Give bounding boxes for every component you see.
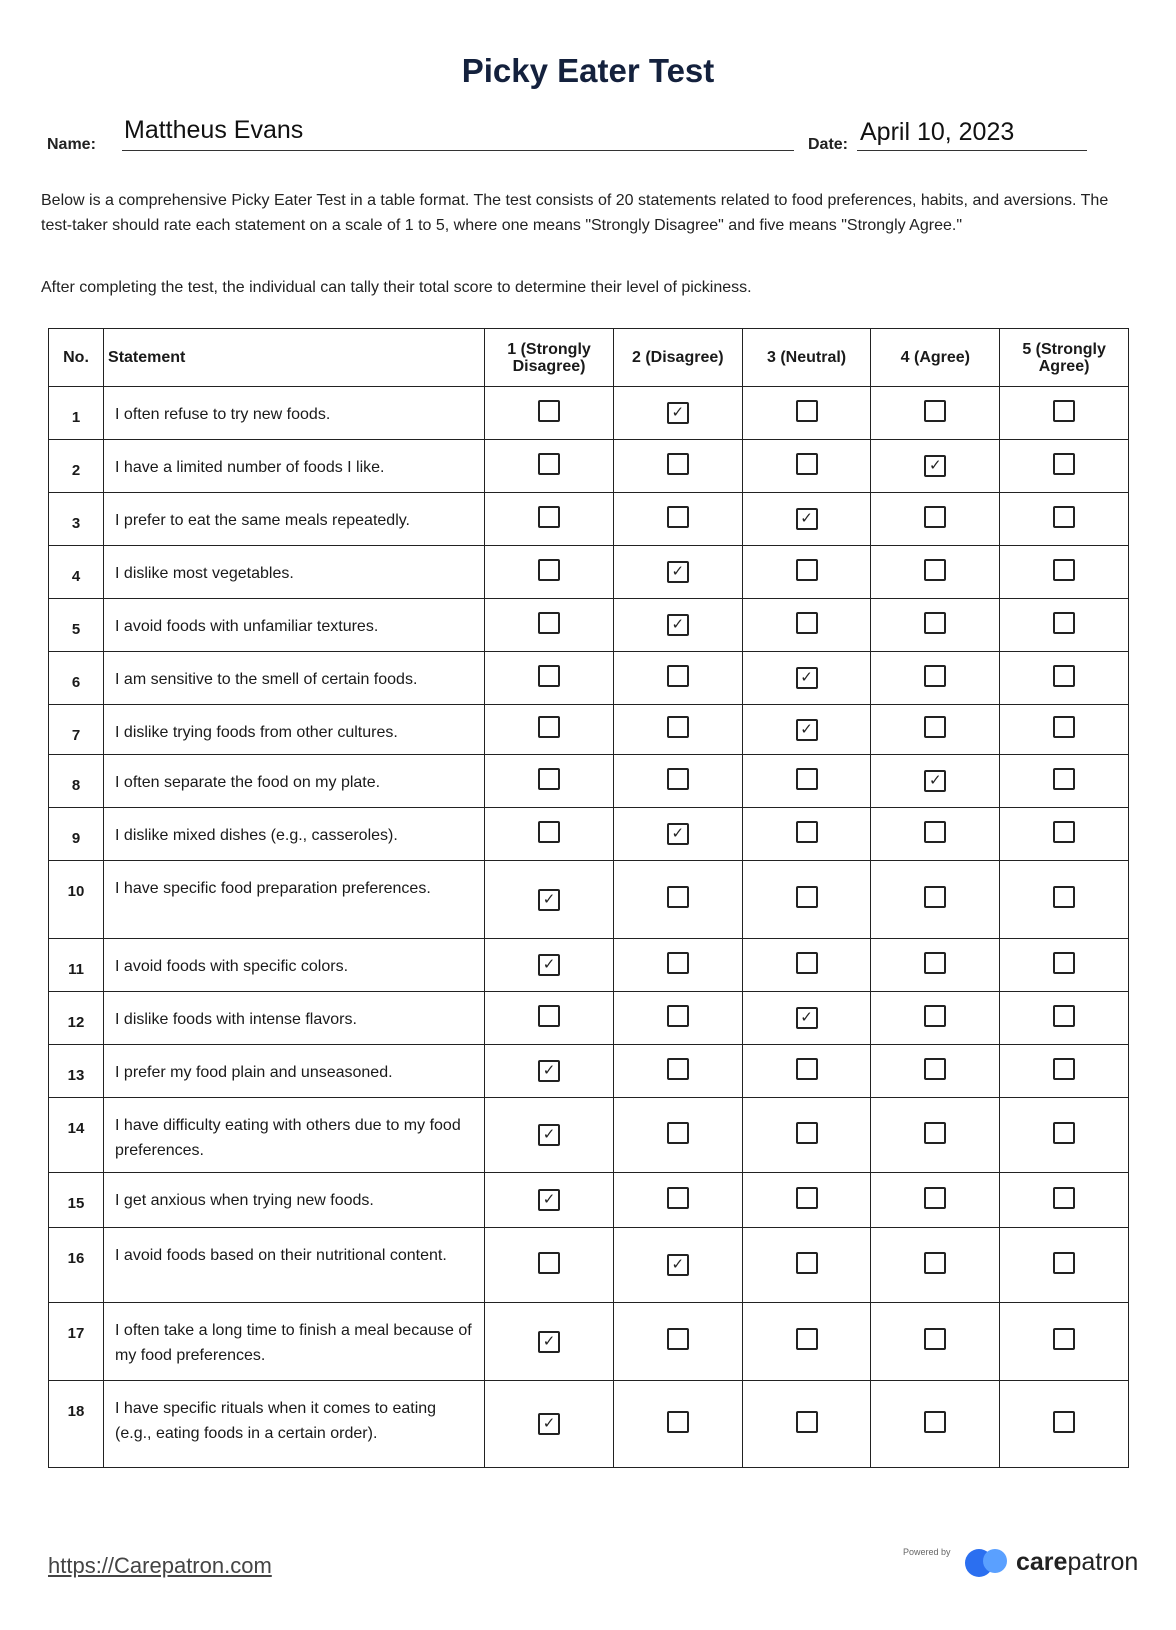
rating-cell [742, 387, 871, 440]
row-number: 3 [49, 493, 104, 546]
header-no: No. [49, 329, 104, 387]
rating-checkbox[interactable] [796, 1122, 818, 1144]
rating-checkbox-checked[interactable]: ✓ [667, 561, 689, 583]
rating-checkbox[interactable] [1053, 821, 1075, 843]
rating-checkbox[interactable] [796, 559, 818, 581]
rating-cell [742, 1228, 871, 1303]
row-statement: I often refuse to try new foods. [104, 387, 485, 440]
rating-cell [871, 599, 1000, 652]
brand-rest: patron [1067, 1548, 1139, 1576]
rating-checkbox-checked[interactable]: ✓ [538, 954, 560, 976]
rating-cell [485, 939, 614, 992]
header-strongly-agree-line1: 5 (Strongly [1022, 340, 1106, 358]
rating-cell [871, 1098, 1000, 1173]
rating-cell [742, 1098, 871, 1173]
header-strongly-agree [1000, 329, 1129, 387]
rating-cell [485, 1381, 614, 1468]
row-statement: I have specific food preparation preferences. [104, 861, 485, 939]
rating-checkbox[interactable] [796, 400, 818, 422]
rating-cell [742, 808, 871, 861]
rating-cell [871, 939, 1000, 992]
rating-checkbox[interactable] [924, 821, 946, 843]
rating-checkbox[interactable] [1053, 453, 1075, 475]
intro-paragraph: Below is a comprehensive Picky Eater Test in a table format. The test consists of 20 statements related to food preferences, habits, and aversions. The test-taker should rate each statement on a scale of 1 to 5, where one means "Strongly Disagree" and five means "Strongly Agree." [41, 192, 1109, 234]
table-row [49, 1045, 1129, 1098]
rating-checkbox[interactable] [924, 1328, 946, 1350]
rating-cell [742, 939, 871, 992]
rating-checkbox[interactable] [924, 665, 946, 687]
row-statement: I have a limited number of foods I like. [104, 440, 485, 493]
instructions-paragraph: After completing the test, the individual can tally their total score to determine their level of pickiness. [41, 279, 752, 296]
rating-checkbox-checked[interactable]: ✓ [796, 1007, 818, 1029]
rating-checkbox[interactable] [538, 559, 560, 581]
rating-checkbox[interactable] [1053, 716, 1075, 738]
rating-cell [1000, 808, 1129, 861]
row-statement: I prefer my food plain and unseasoned. [104, 1045, 485, 1098]
rating-table [48, 328, 1129, 1468]
rating-checkbox[interactable] [1053, 506, 1075, 528]
table-row [49, 1173, 1129, 1228]
rating-checkbox[interactable] [1053, 1187, 1075, 1209]
rating-checkbox[interactable] [667, 665, 689, 687]
row-number: 1 [49, 387, 104, 440]
rating-cell [485, 652, 614, 705]
rating-checkbox[interactable] [796, 821, 818, 843]
row-number: 5 [49, 599, 104, 652]
rating-checkbox[interactable] [924, 400, 946, 422]
rating-cell [1000, 1173, 1129, 1228]
rating-cell [742, 440, 871, 493]
rating-checkbox[interactable] [538, 506, 560, 528]
rating-cell [1000, 755, 1129, 808]
rating-checkbox-checked[interactable]: ✓ [796, 719, 818, 741]
rating-checkbox[interactable] [1053, 665, 1075, 687]
rating-cell [485, 1098, 614, 1173]
rating-cell [742, 652, 871, 705]
row-statement: I have difficulty eating with others due to my food preferences. [104, 1098, 485, 1173]
rating-checkbox-checked[interactable]: ✓ [538, 1413, 560, 1435]
rating-cell [742, 546, 871, 599]
table-row [49, 755, 1129, 808]
rating-cell [871, 1045, 1000, 1098]
carepatron-logo-icon [965, 1547, 1013, 1579]
rating-cell [871, 652, 1000, 705]
header-strongly-disagree [485, 329, 614, 387]
rating-checkbox[interactable] [1053, 400, 1075, 422]
rating-cell [1000, 861, 1129, 939]
row-statement: I often take a long time to finish a meal because of my food preferences. [104, 1303, 485, 1381]
rating-checkbox[interactable] [1053, 612, 1075, 634]
rating-checkbox-checked[interactable]: ✓ [924, 770, 946, 792]
rating-checkbox[interactable] [924, 559, 946, 581]
table-header-row [49, 329, 1129, 387]
brand-bold: care [1016, 1548, 1068, 1576]
rating-checkbox[interactable] [667, 1187, 689, 1209]
rating-checkbox-checked[interactable]: ✓ [667, 402, 689, 424]
rating-cell [1000, 1228, 1129, 1303]
rating-cell [871, 493, 1000, 546]
rating-checkbox[interactable] [667, 886, 689, 908]
row-number: 7 [49, 705, 104, 755]
rating-cell [1000, 652, 1129, 705]
rating-checkbox[interactable] [924, 506, 946, 528]
rating-checkbox[interactable] [538, 400, 560, 422]
rating-cell [742, 1045, 871, 1098]
rating-cell [871, 1228, 1000, 1303]
rating-checkbox-checked[interactable]: ✓ [796, 667, 818, 689]
row-number: 16 [49, 1228, 104, 1303]
rating-cell [871, 546, 1000, 599]
carepatron-wordmark [1016, 1548, 1138, 1577]
table-row [49, 652, 1129, 705]
rating-cell [871, 1381, 1000, 1468]
row-statement: I dislike most vegetables. [104, 546, 485, 599]
row-statement: I dislike foods with intense flavors. [104, 992, 485, 1045]
rating-cell [485, 440, 614, 493]
rating-cell [485, 546, 614, 599]
rating-checkbox[interactable] [538, 716, 560, 738]
table-row [49, 493, 1129, 546]
rating-checkbox[interactable] [796, 952, 818, 974]
rating-checkbox[interactable] [924, 886, 946, 908]
row-number: 10 [49, 861, 104, 939]
rating-checkbox[interactable] [796, 1328, 818, 1350]
header-agree: 4 (Agree) [871, 329, 1000, 387]
rating-cell [1000, 493, 1129, 546]
row-statement: I get anxious when trying new foods. [104, 1173, 485, 1228]
rating-cell [742, 705, 871, 755]
table-row [49, 861, 1129, 939]
rating-cell [613, 861, 742, 939]
rating-checkbox[interactable] [1053, 559, 1075, 581]
rating-checkbox-checked[interactable]: ✓ [667, 823, 689, 845]
rating-cell [613, 652, 742, 705]
carepatron-link[interactable]: https://Carepatron.com [48, 1553, 272, 1578]
rating-cell [485, 861, 614, 939]
rating-checkbox[interactable] [796, 612, 818, 634]
header-disagree: 2 (Disagree) [613, 329, 742, 387]
rating-checkbox-checked[interactable]: ✓ [538, 1189, 560, 1211]
name-label: Name: [47, 136, 96, 153]
rating-checkbox[interactable] [796, 1252, 818, 1274]
powered-by-label: Powered by [903, 1547, 951, 1557]
table-row [49, 546, 1129, 599]
table-row [49, 1303, 1129, 1381]
header-strongly-agree-line2: Agree) [1038, 357, 1090, 375]
header-strongly-disagree-line2: Disagree) [512, 357, 586, 375]
rating-checkbox-checked[interactable]: ✓ [538, 889, 560, 911]
rating-cell [871, 1303, 1000, 1381]
rating-checkbox-checked[interactable]: ✓ [796, 508, 818, 530]
page-title: Picky Eater Test [461, 52, 715, 89]
rating-checkbox[interactable] [924, 716, 946, 738]
row-number: 15 [49, 1173, 104, 1228]
row-statement: I prefer to eat the same meals repeatedly. [104, 493, 485, 546]
rating-cell [613, 1381, 742, 1468]
rating-checkbox[interactable] [1053, 1252, 1075, 1274]
row-number: 11 [49, 939, 104, 992]
rating-cell [613, 705, 742, 755]
rating-cell [613, 1098, 742, 1173]
date-underline [857, 150, 1087, 151]
rating-checkbox[interactable] [667, 1005, 689, 1027]
table-row [49, 387, 1129, 440]
rating-cell [742, 1381, 871, 1468]
row-number: 18 [49, 1381, 104, 1468]
rating-checkbox-checked[interactable]: ✓ [924, 455, 946, 477]
rating-checkbox[interactable] [667, 716, 689, 738]
row-number: 13 [49, 1045, 104, 1098]
rating-checkbox[interactable] [1053, 1005, 1075, 1027]
table-row [49, 992, 1129, 1045]
rating-cell [1000, 1381, 1129, 1468]
rating-cell [871, 440, 1000, 493]
row-statement: I am sensitive to the smell of certain foods. [104, 652, 485, 705]
rating-checkbox[interactable] [538, 665, 560, 687]
rating-cell [485, 755, 614, 808]
rating-checkbox[interactable] [538, 821, 560, 843]
rating-cell [613, 1045, 742, 1098]
rating-cell [613, 387, 742, 440]
rating-checkbox-checked[interactable]: ✓ [538, 1060, 560, 1082]
rating-checkbox[interactable] [538, 453, 560, 475]
rating-checkbox-checked[interactable]: ✓ [667, 614, 689, 636]
rating-cell [485, 705, 614, 755]
rating-cell [485, 1045, 614, 1098]
rating-cell [742, 992, 871, 1045]
row-statement: I avoid foods with specific colors. [104, 939, 485, 992]
rating-checkbox[interactable] [667, 453, 689, 475]
rating-cell [742, 861, 871, 939]
rating-checkbox[interactable] [1053, 1122, 1075, 1144]
row-statement: I avoid foods based on their nutritional content. [104, 1228, 485, 1303]
header-neutral: 3 (Neutral) [742, 329, 871, 387]
rating-checkbox[interactable] [924, 1058, 946, 1080]
row-statement: I dislike trying foods from other cultures. [104, 705, 485, 755]
rating-cell [613, 599, 742, 652]
row-number: 8 [49, 755, 104, 808]
row-statement: I dislike mixed dishes (e.g., casseroles). [104, 808, 485, 861]
rating-cell [742, 755, 871, 808]
rating-cell [1000, 1098, 1129, 1173]
row-number: 4 [49, 546, 104, 599]
rating-cell [613, 493, 742, 546]
rating-checkbox[interactable] [796, 1058, 818, 1080]
rating-checkbox[interactable] [796, 1187, 818, 1209]
rating-cell [1000, 992, 1129, 1045]
rating-checkbox[interactable] [538, 768, 560, 790]
rating-cell [613, 1303, 742, 1381]
rating-cell [1000, 1303, 1129, 1381]
row-statement: I avoid foods with unfamiliar textures. [104, 599, 485, 652]
rating-checkbox[interactable] [924, 1187, 946, 1209]
rating-cell [871, 808, 1000, 861]
row-number: 14 [49, 1098, 104, 1173]
table-row [49, 808, 1129, 861]
rating-cell [613, 939, 742, 992]
rating-cell [1000, 546, 1129, 599]
rating-cell [871, 755, 1000, 808]
table-row [49, 440, 1129, 493]
rating-cell [742, 599, 871, 652]
rating-cell [485, 599, 614, 652]
rating-cell [485, 1228, 614, 1303]
rating-checkbox[interactable] [538, 1005, 560, 1027]
table-row [49, 1098, 1129, 1173]
rating-checkbox[interactable] [538, 1252, 560, 1274]
rating-cell [485, 387, 614, 440]
rating-cell [1000, 440, 1129, 493]
rating-cell [871, 387, 1000, 440]
rating-checkbox[interactable] [924, 1411, 946, 1433]
rating-cell [485, 808, 614, 861]
rating-cell [871, 705, 1000, 755]
date-value[interactable]: April 10, 2023 [860, 118, 1015, 146]
rating-cell [1000, 387, 1129, 440]
row-number: 2 [49, 440, 104, 493]
rating-checkbox-checked[interactable]: ✓ [538, 1331, 560, 1353]
header-strongly-disagree-line1: 1 (Strongly [507, 340, 591, 358]
rating-cell [742, 1173, 871, 1228]
row-statement: I have specific rituals when it comes to eating (e.g., eating foods in a certain order). [104, 1381, 485, 1468]
rating-cell [613, 440, 742, 493]
rating-checkbox[interactable] [924, 612, 946, 634]
rating-checkbox[interactable] [924, 952, 946, 974]
row-number: 9 [49, 808, 104, 861]
rating-cell [742, 493, 871, 546]
rating-checkbox[interactable] [924, 1122, 946, 1144]
rating-checkbox[interactable] [667, 1058, 689, 1080]
rating-cell [613, 992, 742, 1045]
rating-checkbox[interactable] [796, 886, 818, 908]
rating-checkbox-checked[interactable]: ✓ [667, 1254, 689, 1276]
rating-cell [742, 1303, 871, 1381]
rating-cell [613, 1228, 742, 1303]
name-underline [122, 150, 794, 151]
row-number: 12 [49, 992, 104, 1045]
rating-checkbox[interactable] [796, 1411, 818, 1433]
rating-checkbox[interactable] [1053, 1058, 1075, 1080]
rating-checkbox[interactable] [667, 768, 689, 790]
rating-cell [485, 1173, 614, 1228]
table-row [49, 939, 1129, 992]
rating-checkbox[interactable] [538, 612, 560, 634]
table-row [49, 705, 1129, 755]
rating-checkbox[interactable] [796, 453, 818, 475]
rating-cell [485, 992, 614, 1045]
rating-checkbox[interactable] [1053, 1328, 1075, 1350]
table-row [49, 1381, 1129, 1468]
rating-cell [485, 1303, 614, 1381]
rating-cell [1000, 939, 1129, 992]
rating-checkbox-checked[interactable]: ✓ [538, 1124, 560, 1146]
rating-cell [871, 1173, 1000, 1228]
row-number: 17 [49, 1303, 104, 1381]
rating-cell [1000, 1045, 1129, 1098]
rating-checkbox[interactable] [667, 1411, 689, 1433]
table-row [49, 1228, 1129, 1303]
rating-checkbox[interactable] [924, 1005, 946, 1027]
rating-checkbox[interactable] [1053, 886, 1075, 908]
row-number: 6 [49, 652, 104, 705]
rating-cell [613, 755, 742, 808]
rating-checkbox[interactable] [924, 1252, 946, 1274]
name-value[interactable]: Mattheus Evans [124, 116, 304, 144]
rating-checkbox[interactable] [667, 1122, 689, 1144]
date-label: Date: [808, 136, 849, 153]
rating-checkbox[interactable] [667, 952, 689, 974]
row-statement: I often separate the food on my plate. [104, 755, 485, 808]
rating-cell [613, 546, 742, 599]
rating-checkbox[interactable] [796, 768, 818, 790]
rating-checkbox[interactable] [667, 1328, 689, 1350]
rating-cell [871, 861, 1000, 939]
rating-cell [1000, 599, 1129, 652]
rating-checkbox[interactable] [1053, 1411, 1075, 1433]
table-row [49, 599, 1129, 652]
rating-cell [613, 1173, 742, 1228]
rating-checkbox[interactable] [667, 506, 689, 528]
rating-cell [1000, 705, 1129, 755]
rating-cell [871, 992, 1000, 1045]
rating-checkbox[interactable] [1053, 952, 1075, 974]
rating-checkbox[interactable] [1053, 768, 1075, 790]
header-statement: Statement [104, 329, 485, 387]
rating-cell [485, 493, 614, 546]
rating-cell [613, 808, 742, 861]
